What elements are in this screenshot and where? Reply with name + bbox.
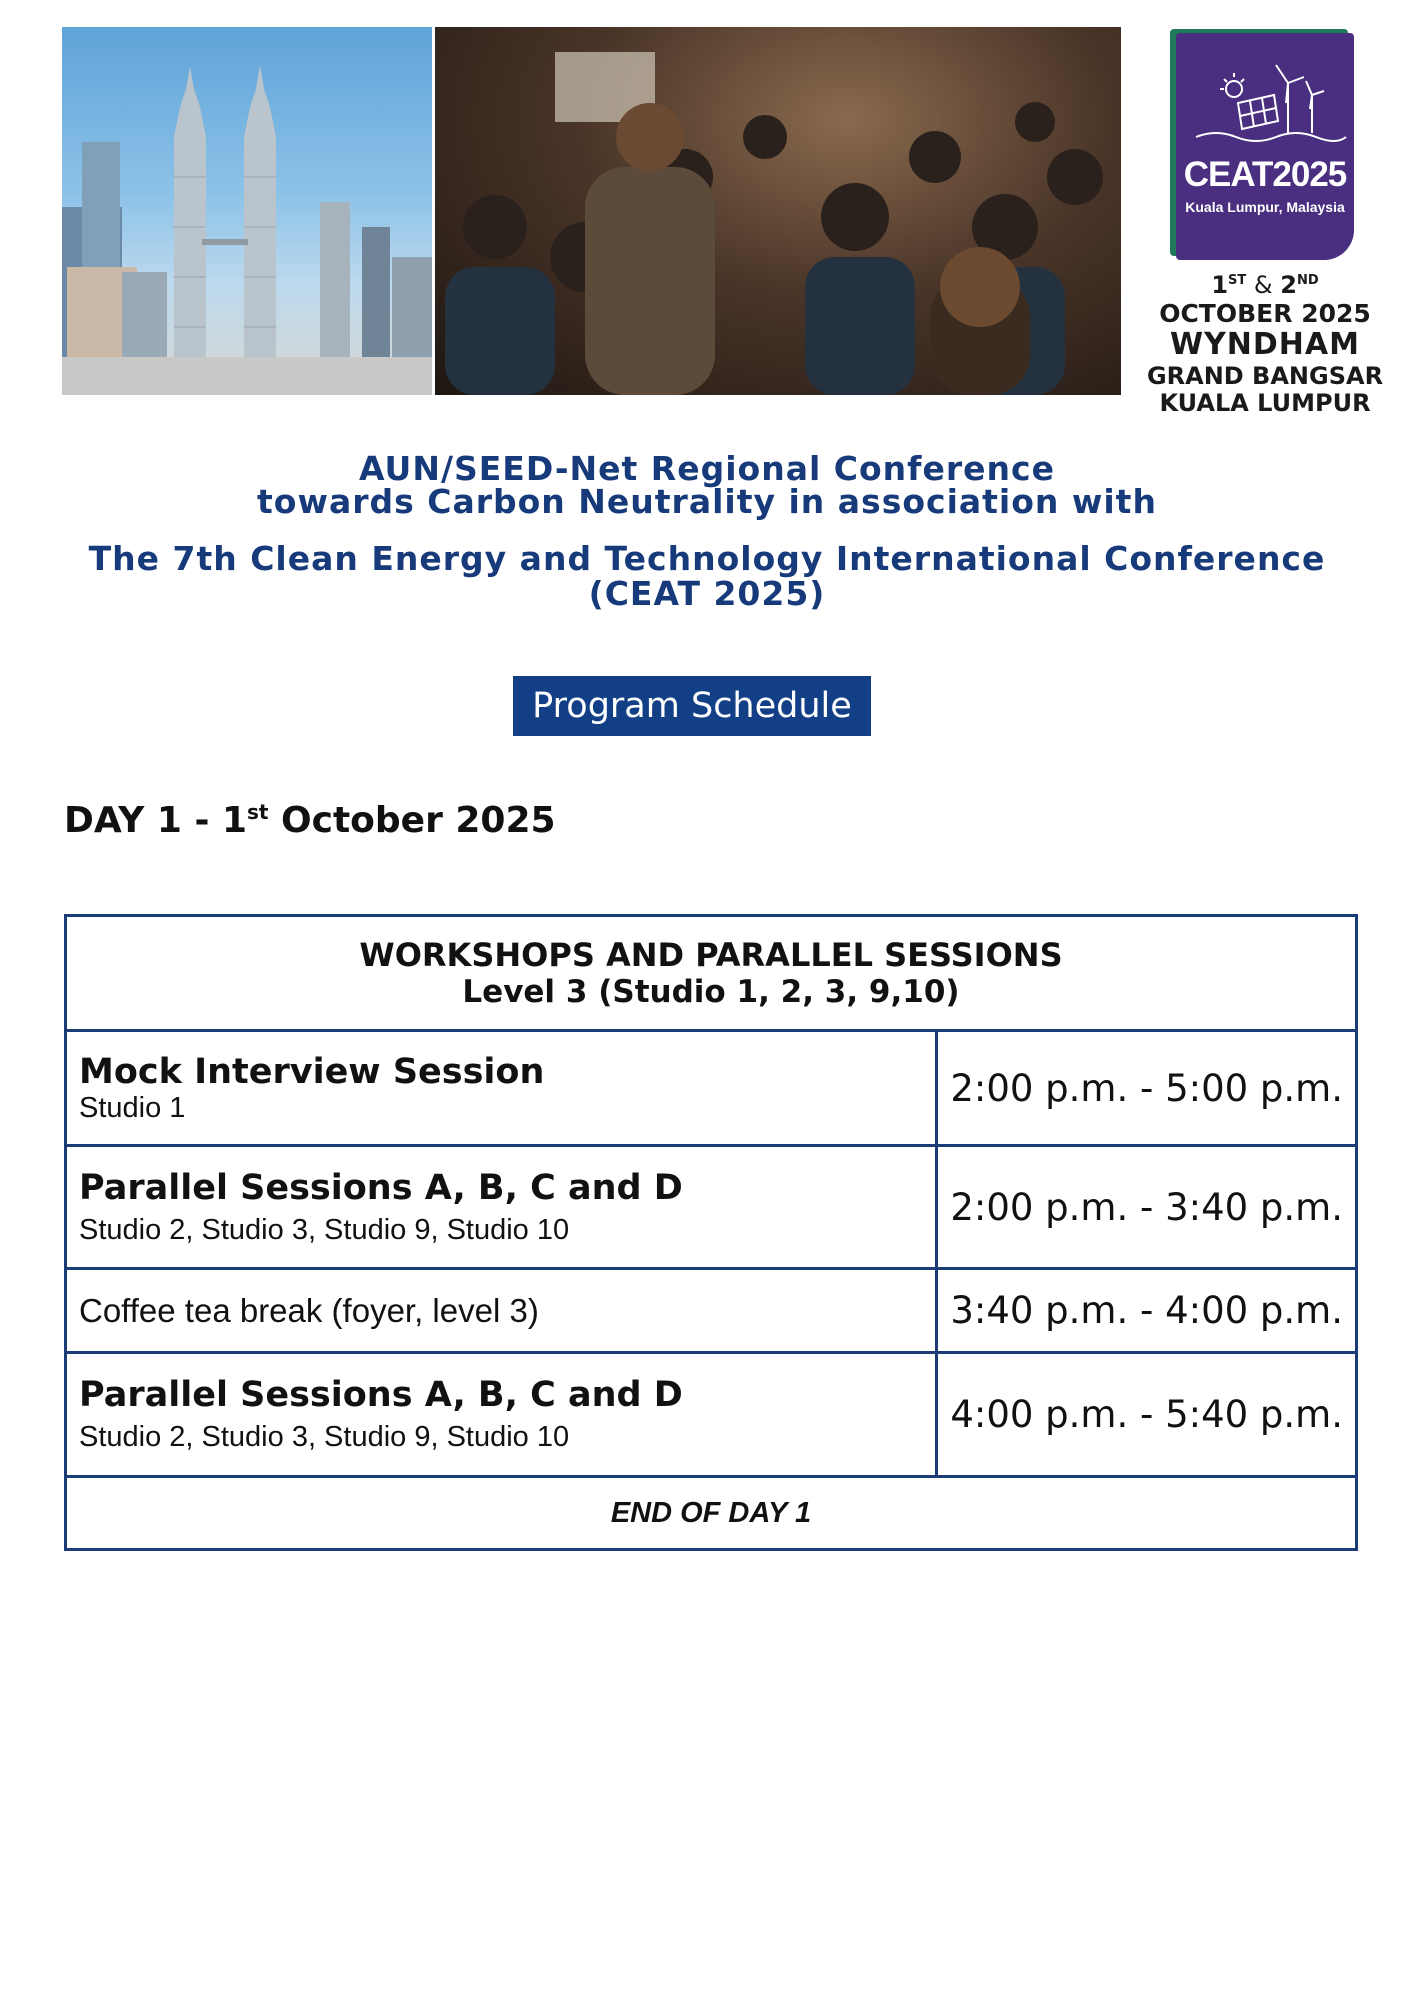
venue-line-2: GRAND BANGSAR (1146, 361, 1384, 390)
conference-title-line-1: AUN/SEED-Net Regional Conference (359, 449, 1055, 488)
schedule-table (64, 914, 1358, 1551)
conference-title-line-4: (CEAT 2025) (588, 574, 826, 613)
header-photo-banner (62, 27, 1121, 395)
day-heading: DAY 1 - 1st October 2025 (64, 800, 556, 841)
session-cell (66, 1269, 937, 1353)
event-days: 1ST & 2ND (1211, 271, 1319, 299)
session-location: Studio 2, Studio 3, Studio 9, Studio 10 (79, 1421, 570, 1453)
end-of-day-label: END OF DAY 1 (66, 1477, 1357, 1550)
ceat-logo (1172, 33, 1360, 263)
session-title: Parallel Sessions A, B, C and D (79, 1167, 683, 1208)
table-row (66, 1269, 1357, 1353)
session-time: 3:40 p.m. - 4:00 p.m. (937, 1269, 1357, 1353)
ceat-logo-card (1176, 33, 1354, 260)
conference-audience-image (435, 27, 1121, 395)
kuala-lumpur-skyline-image (62, 27, 432, 395)
session-location: Studio 2, Studio 3, Studio 9, Studio 10 (79, 1213, 570, 1246)
schedule-header-subtitle: Level 3 (Studio 1, 2, 3, 9,10) (462, 974, 960, 1010)
schedule-header-title: WORKSHOPS AND PARALLEL SESSIONS (359, 936, 1063, 974)
conference-title-line-2: towards Carbon Neutrality in association with (257, 482, 1157, 521)
event-dates-venue (1140, 272, 1390, 418)
schedule-header-row (66, 916, 1357, 1031)
logo-title: CEAT2025 (1183, 155, 1347, 194)
end-row (66, 1477, 1357, 1550)
schedule-header (66, 916, 1357, 1031)
venue-line-1: WYNDHAM (1169, 327, 1360, 363)
session-cell (66, 1031, 937, 1146)
session-cell (66, 1353, 937, 1477)
session-location: Studio 1 (79, 1091, 186, 1124)
break-label: Coffee tea break (foyer, level 3) (79, 1291, 539, 1329)
session-title: Mock Interview Session (79, 1051, 545, 1092)
logo-subtitle: Kuala Lumpur, Malaysia (1185, 199, 1345, 215)
conference-title (0, 449, 1414, 613)
conference-title-line-3: The 7th Clean Energy and Technology International Conference (88, 539, 1326, 578)
table-row (66, 1146, 1357, 1269)
session-time: 4:00 p.m. - 5:40 p.m. (937, 1353, 1357, 1477)
session-time: 2:00 p.m. - 5:00 p.m. (937, 1031, 1357, 1146)
session-title: Parallel Sessions A, B, C and D (79, 1375, 683, 1415)
session-cell (66, 1146, 937, 1269)
table-row (66, 1353, 1357, 1477)
program-schedule-badge: Program Schedule (513, 676, 871, 736)
event-month-year: OCTOBER 2025 (1159, 298, 1371, 328)
session-time: 2:00 p.m. - 3:40 p.m. (937, 1146, 1357, 1269)
table-row (66, 1031, 1357, 1146)
solar-wind-icon (1176, 33, 1354, 153)
venue-line-3: KUALA LUMPUR (1159, 389, 1371, 418)
